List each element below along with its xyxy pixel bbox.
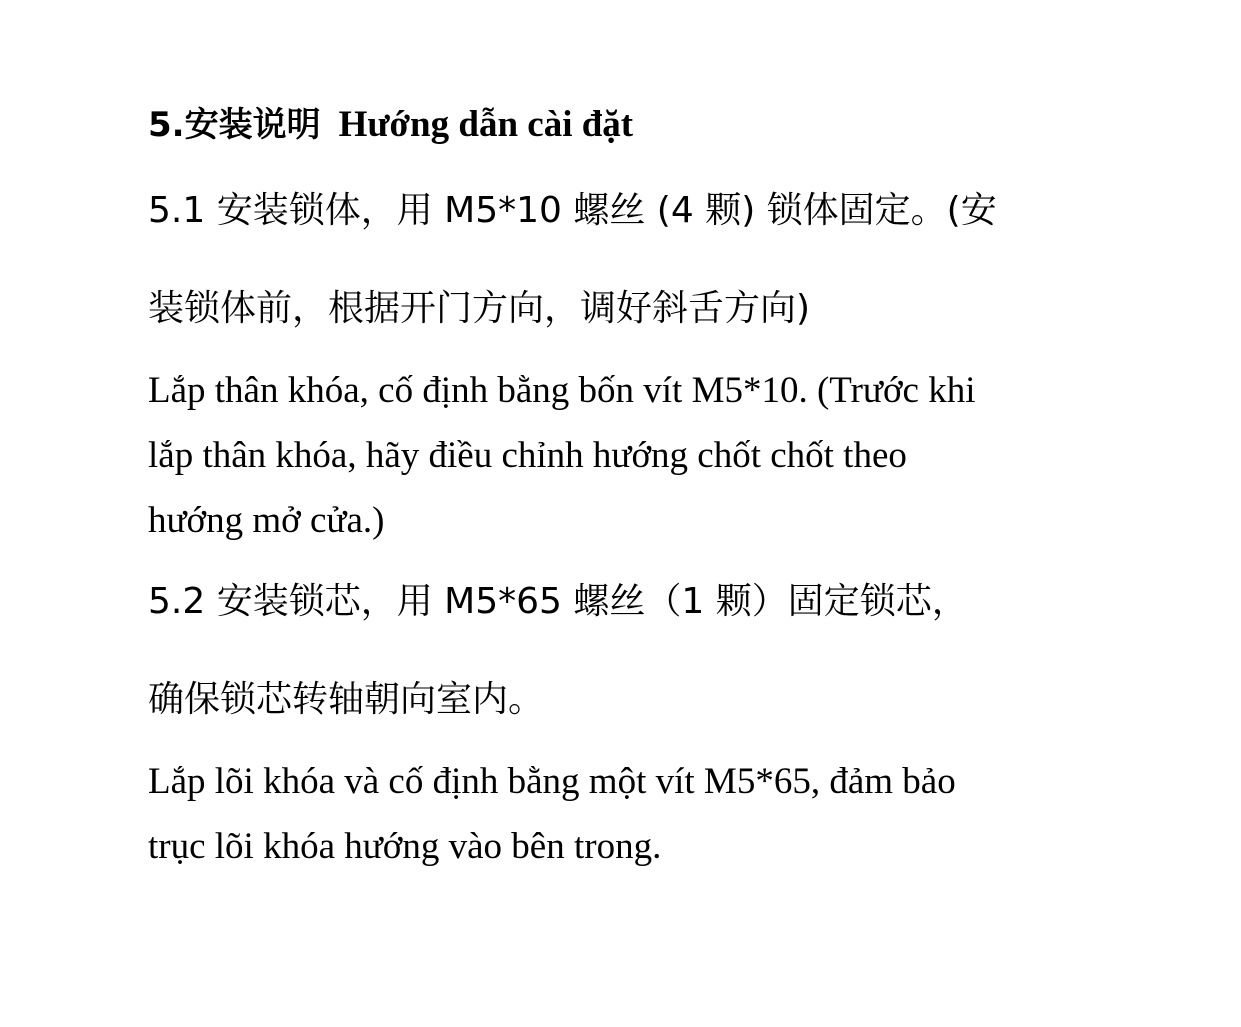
step-5-2-chinese-line-1: 5.2 安装锁芯，用 M5*65 螺丝（1 颗）固定锁芯， xyxy=(148,581,968,622)
step-5-1-vietnamese-line-2: lắp thân khóa, hãy điều chỉnh hướng chốt chốt theo xyxy=(148,435,907,476)
step-5-1-chinese-line-2: 装锁体前，根据开门方向，调好斜舌方向) xyxy=(148,288,811,329)
step-5-2-vietnamese xyxy=(148,749,1108,879)
document-page xyxy=(148,88,1108,879)
heading-chinese: 5.安装说明 xyxy=(148,105,321,145)
section-5-1 xyxy=(148,162,1108,553)
step-5-2-chinese-line-2: 确保锁芯转轴朝向室内。 xyxy=(148,679,545,720)
step-5-2-vietnamese-line-2: trục lõi khóa hướng vào bên trong. xyxy=(148,826,662,867)
section-heading xyxy=(148,88,1108,162)
step-5-1-vietnamese-line-3: hướng mở cửa.) xyxy=(148,500,385,541)
step-5-1-vietnamese-line-1: Lắp thân khóa, cố định bằng bốn vít M5*10. (Trước khi xyxy=(148,370,976,411)
heading-vietnamese: Hướng dẫn cài đặt xyxy=(338,104,634,145)
step-5-2-vietnamese-line-1: Lắp lõi khóa và cố định bằng một vít M5*65, đảm bảo xyxy=(148,761,956,802)
step-5-1-chinese-line-1: 5.1 安装锁体，用 M5*10 螺丝 (4 颗) 锁体固定。(安 xyxy=(148,190,997,231)
step-5-1-vietnamese xyxy=(148,358,1108,553)
section-5-2 xyxy=(148,553,1108,879)
